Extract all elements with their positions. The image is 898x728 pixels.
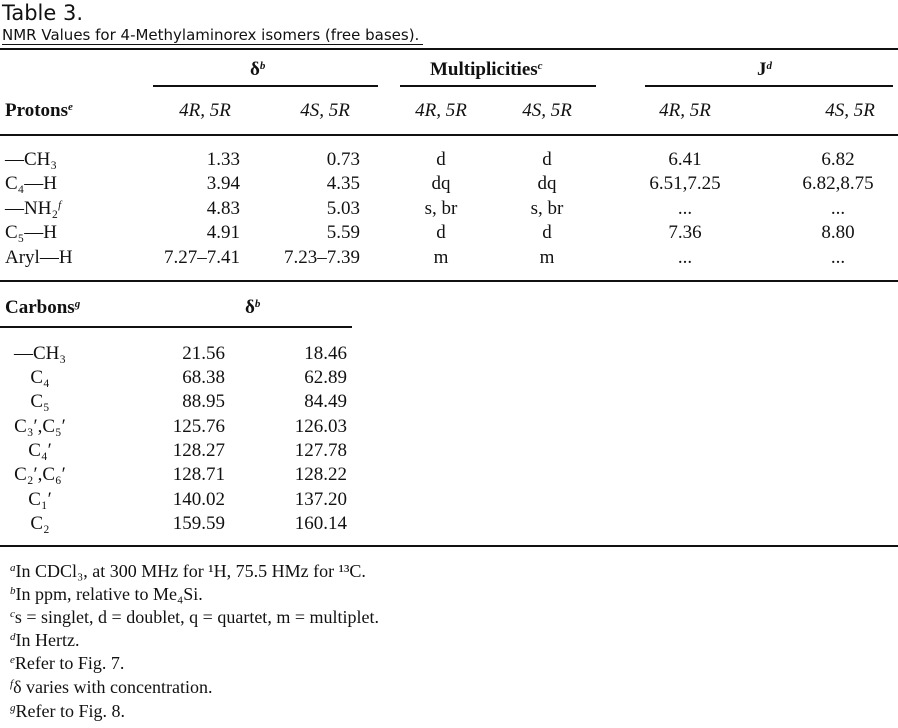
header-carbon-delta: δ$^b$ xyxy=(245,297,261,318)
value-cell: 68.38 xyxy=(182,367,225,388)
value-cell: 7.27–7.41 xyxy=(164,247,240,268)
top-rule xyxy=(0,48,898,50)
value-cell: 4.91 xyxy=(206,222,240,243)
row-label: C₄′ xyxy=(28,440,52,461)
value-cell: 21.56 xyxy=(182,343,225,364)
subheader-delta-4s5r: 4S, 5R xyxy=(300,100,350,121)
value-cell: d xyxy=(542,149,552,170)
value-cell: 62.89 xyxy=(304,367,347,388)
row-label: —NH₂$^f$ xyxy=(5,198,62,219)
value-cell: 128.71 xyxy=(172,464,225,485)
value-cell: ... xyxy=(677,247,693,268)
value-cell: 7.36 xyxy=(668,222,702,243)
value-cell: s, br xyxy=(530,198,564,219)
table-title: Table 3. xyxy=(2,1,84,25)
value-cell: 6.41 xyxy=(668,149,702,170)
header-carbons: Carbons$^g$ xyxy=(5,297,81,318)
value-cell: 125.76 xyxy=(172,416,225,437)
value-cell: 84.49 xyxy=(304,391,347,412)
header-protons: Protons$^e$ xyxy=(5,100,73,121)
subheader-j-4r5r: 4R, 5R xyxy=(659,100,711,121)
value-cell: m xyxy=(433,247,449,268)
value-cell: 160.14 xyxy=(294,513,347,534)
value-cell: 140.02 xyxy=(172,489,225,510)
value-cell: 8.80 xyxy=(821,222,855,243)
value-cell: 7.23–7.39 xyxy=(284,247,360,268)
delta-underline xyxy=(153,85,378,87)
row-label: —CH₃ xyxy=(5,149,58,170)
subheader-mult-4r5r: 4R, 5R xyxy=(415,100,467,121)
value-cell: 128.27 xyxy=(172,440,225,461)
section-rule xyxy=(0,280,898,282)
value-cell: 1.33 xyxy=(206,149,240,170)
row-label: C₃′,C₅′ xyxy=(14,416,66,437)
value-cell: 126.03 xyxy=(294,416,347,437)
value-cell: m xyxy=(539,247,555,268)
row-label: C₂ xyxy=(30,513,50,534)
row-label: C₄ xyxy=(30,367,50,388)
value-cell: 159.59 xyxy=(172,513,225,534)
value-cell: 3.94 xyxy=(206,173,240,194)
value-cell: d xyxy=(436,149,446,170)
row-label: C₅—H xyxy=(5,222,58,243)
value-cell: ... xyxy=(830,198,846,219)
value-cell: 6.82 xyxy=(821,149,855,170)
value-cell: 4.83 xyxy=(206,198,240,219)
value-cell: 137.20 xyxy=(294,489,347,510)
row-label: —CH₃ xyxy=(13,343,67,364)
header-j: J$^d$ xyxy=(757,59,772,80)
value-cell: 5.59 xyxy=(326,222,360,243)
footnote: $^f$δ varies with concentration. xyxy=(10,677,213,697)
row-label: Aryl—H xyxy=(5,247,73,268)
subheader-j-4s5r: 4S, 5R xyxy=(825,100,875,121)
row-label: C₅ xyxy=(30,391,50,412)
value-cell: s, br xyxy=(424,198,458,219)
footnote: $^d$In Hertz. xyxy=(10,630,80,650)
footnote: $^g$Refer to Fig. 8. xyxy=(10,701,125,721)
table-caption: NMR Values for 4-Methylaminorex isomers (free bases). xyxy=(2,26,423,45)
footnote: $^e$Refer to Fig. 7. xyxy=(10,653,125,673)
value-cell: d xyxy=(436,222,446,243)
footnote: $^b$In ppm, relative to Me₄Si. xyxy=(10,584,203,604)
row-label: C₁′ xyxy=(28,489,52,510)
header-delta: δ$^b$ xyxy=(250,59,266,80)
footnote: $^a$In CDCl₃, at 300 MHz for ¹H, 75.5 HMz for ¹³C. xyxy=(10,561,366,581)
header-multiplicities: Multiplicities$^c$ xyxy=(430,59,543,80)
bottom-rule xyxy=(0,545,898,547)
value-cell: 6.51,7.25 xyxy=(649,173,721,194)
value-cell: 4.35 xyxy=(326,173,360,194)
j-underline xyxy=(645,85,893,87)
subheader-rule xyxy=(0,134,898,136)
subheader-mult-4s5r: 4S, 5R xyxy=(522,100,572,121)
value-cell: 0.73 xyxy=(326,149,360,170)
value-cell: dq xyxy=(431,173,451,194)
value-cell: 5.03 xyxy=(326,198,360,219)
value-cell: 6.82,8.75 xyxy=(802,173,874,194)
multiplicities-underline xyxy=(400,85,596,87)
carbon-header-rule xyxy=(0,326,352,328)
value-cell: 18.46 xyxy=(304,343,347,364)
value-cell: ... xyxy=(677,198,693,219)
subheader-delta-4r5r: 4R, 5R xyxy=(179,100,231,121)
row-label: C₄—H xyxy=(5,173,58,194)
value-cell: dq xyxy=(537,173,557,194)
row-label: C₂′,C₆′ xyxy=(14,464,66,485)
value-cell: 128.22 xyxy=(294,464,347,485)
value-cell: ... xyxy=(830,247,846,268)
value-cell: d xyxy=(542,222,552,243)
value-cell: 127.78 xyxy=(294,440,347,461)
footnote: $^c$s = singlet, d = doublet, q = quartet, m = multiplet. xyxy=(10,607,379,627)
value-cell: 88.95 xyxy=(182,391,225,412)
